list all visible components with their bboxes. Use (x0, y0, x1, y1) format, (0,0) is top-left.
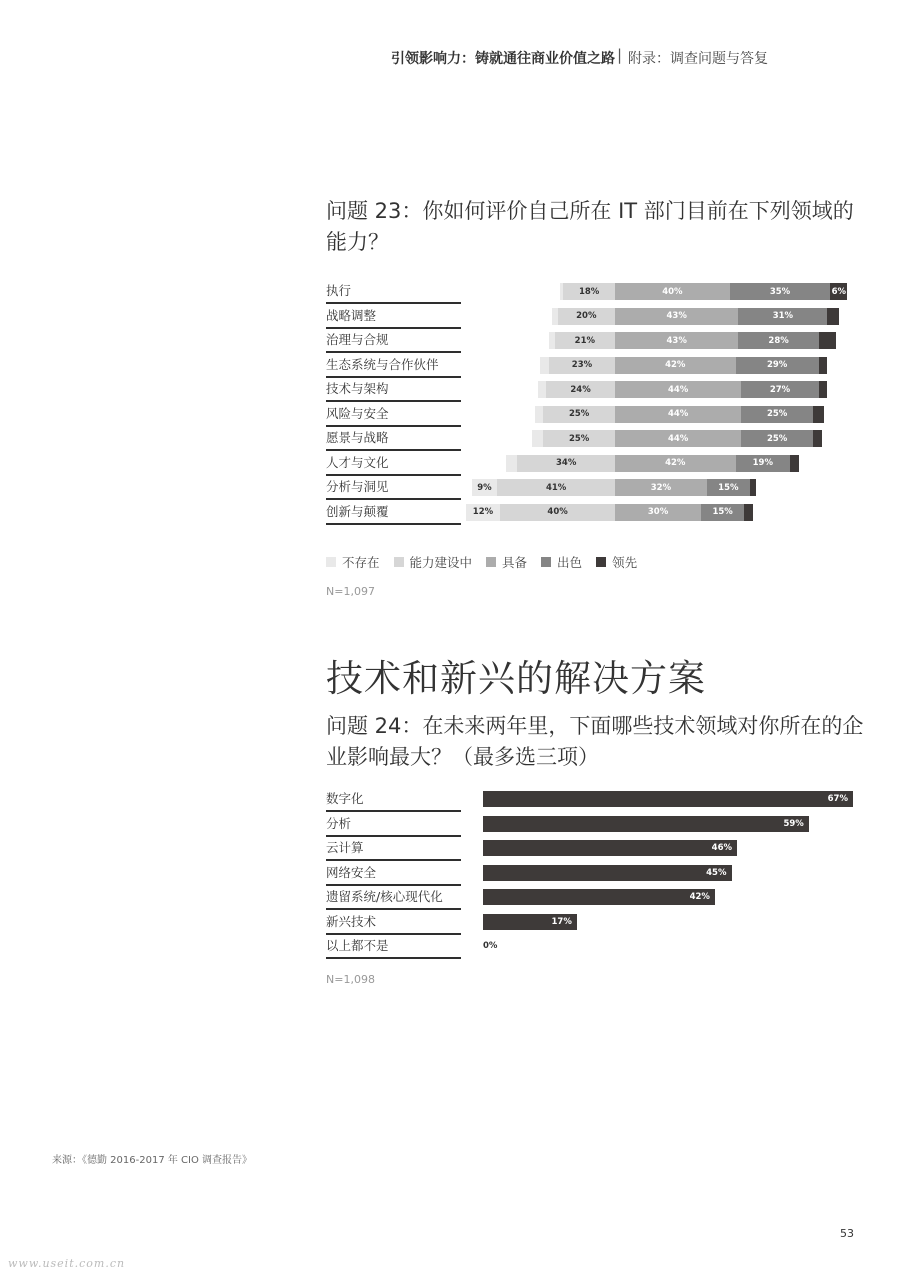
q23-seg-building: 20% (558, 308, 615, 325)
q23-seg-building: 18% (563, 283, 615, 300)
q24-category-row (326, 909, 461, 935)
q23-seg-capable: 40% (615, 283, 730, 300)
q24-category-row (326, 860, 461, 886)
q23-seg-excellent: 28% (738, 332, 818, 349)
page-number: 53 (840, 1227, 854, 1240)
q24-category-label: 遗留系统/核心现代化 (326, 889, 443, 904)
q24-category-label: 数字化 (326, 791, 364, 806)
legend-label: 能力建设中 (409, 555, 473, 570)
q23-category-label: 创新与颠覆 (326, 503, 389, 519)
q24-bar: 59% (483, 816, 809, 832)
q23-seg-capable: 32% (615, 479, 707, 496)
q23-category-label: 风险与安全 (326, 405, 389, 421)
q24-category-row (326, 786, 461, 812)
q24-category-label: 以上都不是 (326, 938, 389, 953)
q23-category-label: 执行 (326, 283, 352, 298)
q23-category-label: 分析与洞见 (326, 479, 389, 494)
q24-zero-label: 0% (483, 941, 498, 951)
q24-category-row (326, 884, 461, 910)
q23-seg-excellent: 15% (701, 504, 744, 521)
q23-seg-capable: 44% (615, 381, 741, 398)
q23-seg-none: 12% (466, 504, 500, 521)
legend-label: 领先 (612, 555, 638, 570)
q23-category-label: 愿景与战略 (326, 430, 389, 445)
q23-title: 问题 23：你如何评价自己所在 IT 部门目前在下列领域的能力？ (326, 199, 854, 254)
q23-seg-building: 21% (555, 332, 615, 349)
report-title: 引领影响力：铸就通往商业价值之路 (391, 51, 615, 67)
q24-bar: 67% (483, 791, 853, 807)
q23-seg-building: 41% (497, 479, 615, 496)
source-note: 来源：《德勤 2016-2017 年 CIO 调查报告》 (52, 1155, 253, 1166)
q23-seg-building: 34% (517, 455, 615, 472)
q24-bar: 42% (483, 889, 715, 905)
q23-category-label: 人才与文化 (326, 454, 389, 470)
q23-category-label: 战略调整 (326, 307, 377, 323)
q24-category-label: 网络安全 (326, 864, 377, 880)
q24-category-label: 新兴技术 (326, 913, 377, 929)
q23-seg-capable: 44% (615, 406, 741, 423)
header-separator: | (617, 46, 623, 64)
q23-category-label: 治理与合规 (326, 332, 389, 347)
q23-seg-excellent: 15% (707, 479, 750, 496)
q24-sample-size: N=1,098 (326, 973, 375, 986)
section-title: 技术和新兴的解决方案 (326, 657, 706, 700)
legend-label: 出色 (557, 555, 583, 570)
q24-category-label: 云计算 (326, 840, 364, 855)
q23-seg-excellent: 31% (738, 308, 827, 325)
q23-category-label: 技术与架构 (326, 381, 389, 396)
legend-label: 具备 (502, 555, 528, 570)
q24-bar: 17% (483, 914, 577, 930)
q24-category-row (326, 811, 461, 837)
q23-seg-capable: 42% (615, 357, 736, 374)
q23-seg-excellent: 27% (741, 381, 818, 398)
watermark: www.useit.com.cn (8, 1257, 126, 1270)
q23-seg-building: 24% (546, 381, 615, 398)
appendix-title: 附录：调查问题与答复 (628, 51, 768, 67)
q23-seg-building: 23% (549, 357, 615, 374)
q24-category-row (326, 835, 461, 861)
q23-sample-size: N=1,097 (326, 585, 375, 598)
q23-seg-excellent: 29% (736, 357, 819, 374)
q23-seg-building: 40% (500, 504, 615, 521)
q23-seg-none: 9% (472, 479, 498, 496)
q24-category-row (326, 933, 461, 959)
q23-seg-excellent: 35% (730, 283, 830, 300)
q23-seg-excellent: 19% (736, 455, 791, 472)
q23-seg-capable: 44% (615, 430, 741, 447)
q24-bar: 46% (483, 840, 737, 856)
q24-category-label: 分析 (326, 815, 352, 831)
q23-seg-building: 25% (543, 430, 615, 447)
q23-seg-capable: 30% (615, 504, 701, 521)
q23-seg-excellent: 25% (741, 406, 813, 423)
q23-seg-excellent: 25% (741, 430, 813, 447)
legend-label: 不存在 (342, 555, 380, 570)
q23-seg-capable: 42% (615, 455, 736, 472)
q24-bar: 45% (483, 865, 732, 881)
q23-seg-capable: 43% (615, 308, 738, 325)
q24-title: 问题 24：在未来两年里，下面哪些技术领域对你所在的企业影响最大？（最多选三项） (326, 714, 864, 769)
q23-category-label: 生态系统与合作伙伴 (326, 356, 439, 372)
q23-seg-leading: 6% (830, 283, 847, 300)
q23-seg-capable: 43% (615, 332, 738, 349)
q23-seg-building: 25% (543, 406, 615, 423)
